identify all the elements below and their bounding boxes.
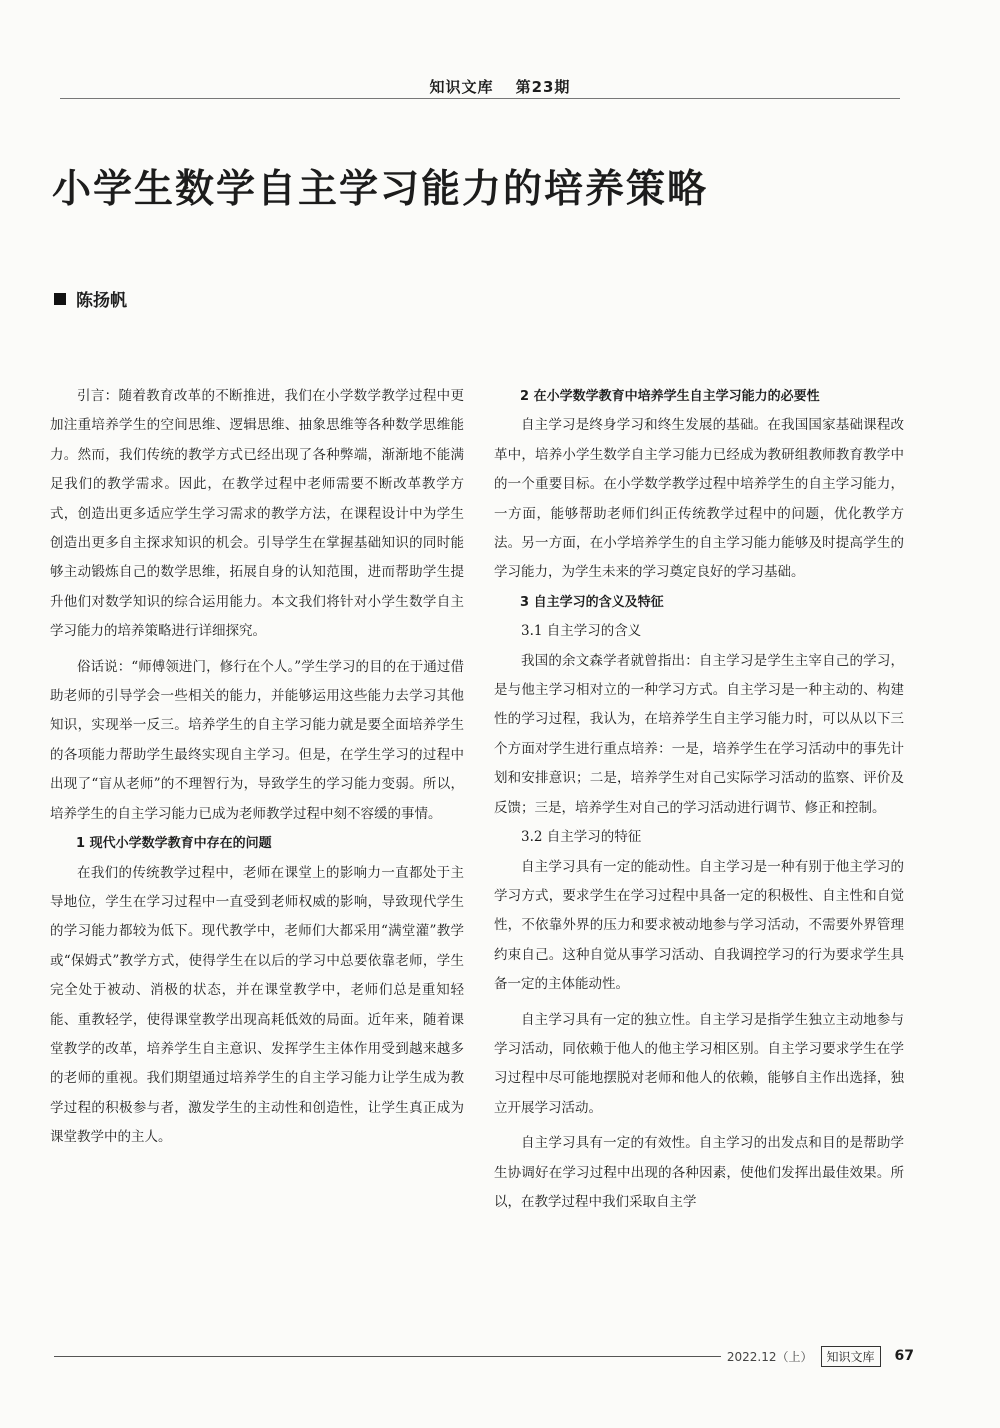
left-column bbox=[50, 382, 464, 1153]
running-header bbox=[0, 76, 1000, 97]
body-paragraph: 自主学习具有一定的能动性。自主学习是一种有别于他主学习的学习方式，要求学生在学习过程中具备一定的积极性、自主性和自觉性，不依靠外界的压力和要求被动地参与学习活动，不需要外界管理约束自己。这种自觉从事学习活动、自我调控学习的行为要求学生具备一定的主体能动性。 bbox=[494, 858, 904, 993]
header-rule bbox=[60, 98, 900, 99]
body-paragraph: 在我们的传统教学过程中，老师在课堂上的影响力一直都处于主导地位，学生在学习过程中一直受到老师权威的影响，导致现代学生的学习能力都较为低下。现代教学中，老师们大都采用“满堂灌”教学或“保姆式”教学方式，使得学生在以后的学习中总要依靠老师，学生完全处于被动、消极的状态，并在课堂教学中，老师们总是重知轻能、重教轻学，使得课堂教学出现高耗低效的局面。近年来，随着课堂教学的改革，培养学生自主意识、发挥学生主体作用受到越来越多的老师的重视。我们期望通过培养学生的自主学习能力让学生成为教学过程的积极参与者，激发学生的主动性和创造性，让学生真正成为课堂教学中的主人。 bbox=[50, 864, 464, 1146]
section-heading-2: 2 在小学数学教育中培养学生自主学习能力的必要性 bbox=[520, 389, 820, 404]
author-line bbox=[54, 286, 127, 311]
author-marker-icon bbox=[54, 293, 66, 305]
footer-journal-box: 知识文库 bbox=[821, 1346, 881, 1367]
intro-paragraph: 引言：随着教育改革的不断推进，我们在小学数学教学过程中更加注重培养学生的空间思维、逻辑思维、抽象思维等各种数学思维能力。然而，我们传统的教学方式已经出现了各种弊端，渐渐地不能满足我们的教学需求。因此，在教学过程中老师需要不断改革教学方式，创造出更多适应学生学习需求的教学方法，在课程设计中为学生创造出更多自主探求知识的机会。引导学生在掌握基础知识的同时能够主动锻炼自己的数学思维，拓展自身的认知范围，进而帮助学生提升他们对数学知识的综合运用能力。本文我们将针对小学生数学自主学习能力的培养策略进行详细探究。 bbox=[50, 388, 464, 640]
page-footer bbox=[54, 1344, 914, 1368]
body-paragraph: 自主学习是终身学习和终生发展的基础。在我国国家基础课程改革中，培养小学生数学自主学习能力已经成为教研组教师教育教学中的一个重要目标。在小学数学教学过程中培养学生的自主学习能力，一方面，能够帮助老师们纠正传统教学过程中的问题，优化教学方法。另一方面，在小学培养学生的自主学习能力能够及时提高学生的学习能力，为学生未来的学习奠定良好的学习基础。 bbox=[494, 417, 904, 581]
body-paragraph: 我国的余文森学者就曾指出：自主学习是学生主宰自己的学习，是与他主学习相对立的一种学习方式。自主学习是一种主动的、构建性的学习过程，我认为，在培养学生自主学习能力时，可以从以下三个方面对学生进行重点培养：一是，培养学生在学习活动中的事先计划和安排意识；二是，培养学生对自己实际学习活动的监察、评价及反馈；三是，培养学生对自己的学习活动进行调节、修正和控制。 bbox=[494, 652, 904, 816]
journal-name: 知识文库 bbox=[429, 78, 494, 96]
body-paragraph: 俗话说：“师傅领进门，修行在个人。”学生学习的目的在于通过借助老师的引导学会一些相关的能力，并能够运用这些能力去学习其他知识，实现举一反三。培养学生的自主学习能力就是要全面培养学生的各项能力帮助学生最终实现自主学习。但是，在学生学习的过程中出现了“盲从老师”的不理智行为，导致学生的学习能力变弱。所以，培养学生的自主学习能力已成为老师教学过程中刻不容缓的事情。 bbox=[50, 658, 464, 822]
author-name: 陈扬帆 bbox=[76, 291, 127, 311]
subsection-heading-3-2: 3.2 自主学习的特征 bbox=[521, 829, 642, 846]
subsection-heading-3-1: 3.1 自主学习的含义 bbox=[521, 623, 642, 640]
body-paragraph: 自主学习具有一定的独立性。自主学习是指学生独立主动地参与学习活动，同依赖于他人的他主学习相区别。自主学习要求学生在学习过程中尽可能地摆脱对老师和他人的依赖，能够自主作出选择，独立开展学习活动。 bbox=[494, 1011, 904, 1116]
footer-date: 2022.12（上） bbox=[726, 1349, 813, 1364]
footer-rule bbox=[54, 1356, 721, 1357]
issue-number: 第23期 bbox=[515, 78, 571, 96]
page-number: 67 bbox=[894, 1348, 914, 1364]
section-heading-3: 3 自主学习的含义及特征 bbox=[520, 594, 664, 610]
article-title: 小学生数学自主学习能力的培养策略 bbox=[52, 167, 709, 212]
body-paragraph: 自主学习具有一定的有效性。自主学习的出发点和目的是帮助学生协调好在学习过程中出现的各种因素，使他们发挥出最佳效果。所以，在教学过程中我们采取自主学 bbox=[494, 1135, 904, 1210]
section-heading-1: 1 现代小学数学教育中存在的问题 bbox=[76, 836, 272, 852]
right-column bbox=[494, 382, 904, 1217]
